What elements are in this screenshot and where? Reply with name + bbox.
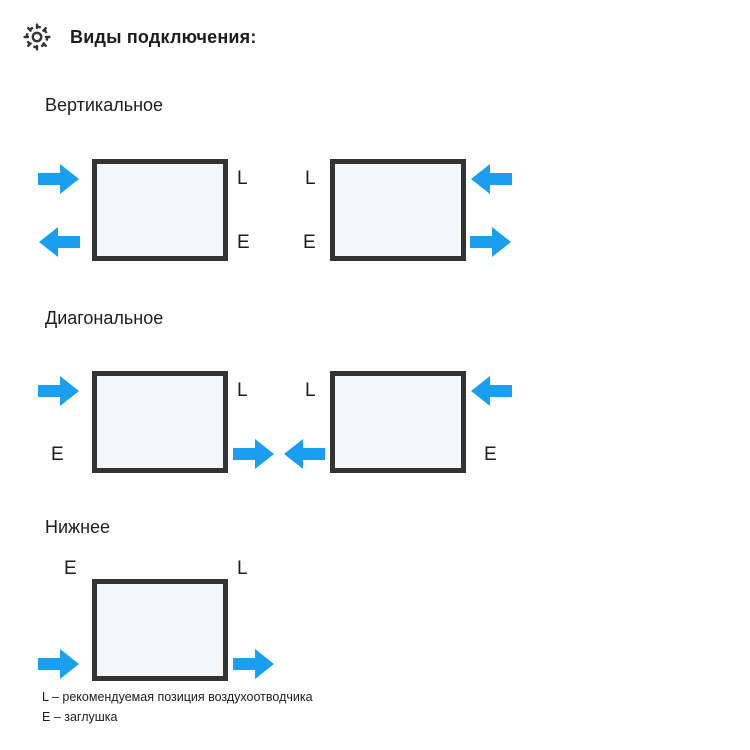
- arrow-in-top-left: [38, 163, 80, 195]
- gear-icon: [22, 22, 52, 52]
- port-label-E: E: [51, 444, 64, 465]
- radiator-box: [92, 159, 228, 261]
- port-label-L: L: [237, 558, 248, 579]
- arrow-in-top-right: [470, 375, 512, 407]
- port-label-L: L: [305, 168, 316, 189]
- header: [22, 22, 257, 52]
- arrow-out-bottom-right: [470, 226, 512, 258]
- radiator-box: [330, 371, 466, 473]
- port-label-E: E: [64, 558, 77, 579]
- port-label-E: E: [484, 444, 497, 465]
- diagram-group-bottom: [0, 549, 750, 679]
- arrow-in-top-left: [38, 375, 80, 407]
- arrow-in-top-right: [470, 163, 512, 195]
- section-title: Нижнее: [45, 517, 111, 537]
- section-title: Диагональное: [45, 308, 164, 328]
- arrow-out-bottom-left: [38, 226, 80, 258]
- port-label-L: L: [237, 168, 248, 189]
- legend-item-L: L – рекомендуемая позиция воздухоотводчика: [42, 689, 313, 704]
- port-label-E: E: [303, 232, 316, 253]
- arrow-out-bottom-right: [233, 438, 275, 470]
- legend-item-E: E – заглушка: [42, 710, 118, 725]
- legend: [42, 687, 313, 728]
- diagram-group-vertical: [0, 127, 750, 257]
- radiator-box: [92, 579, 228, 681]
- port-label-L: L: [237, 380, 248, 401]
- arrow-in-bottom-left: [38, 648, 80, 680]
- radiator-box: [92, 371, 228, 473]
- port-label-L: L: [305, 380, 316, 401]
- arrow-out-bottom-left: [283, 438, 325, 470]
- diagram-group-diagonal: [0, 340, 750, 470]
- section-title: Вертикальное: [45, 95, 164, 115]
- port-label-E: E: [237, 232, 250, 253]
- arrow-out-bottom-right: [233, 648, 275, 680]
- radiator-box: [330, 159, 466, 261]
- page-title: Виды подключения:: [70, 26, 257, 47]
